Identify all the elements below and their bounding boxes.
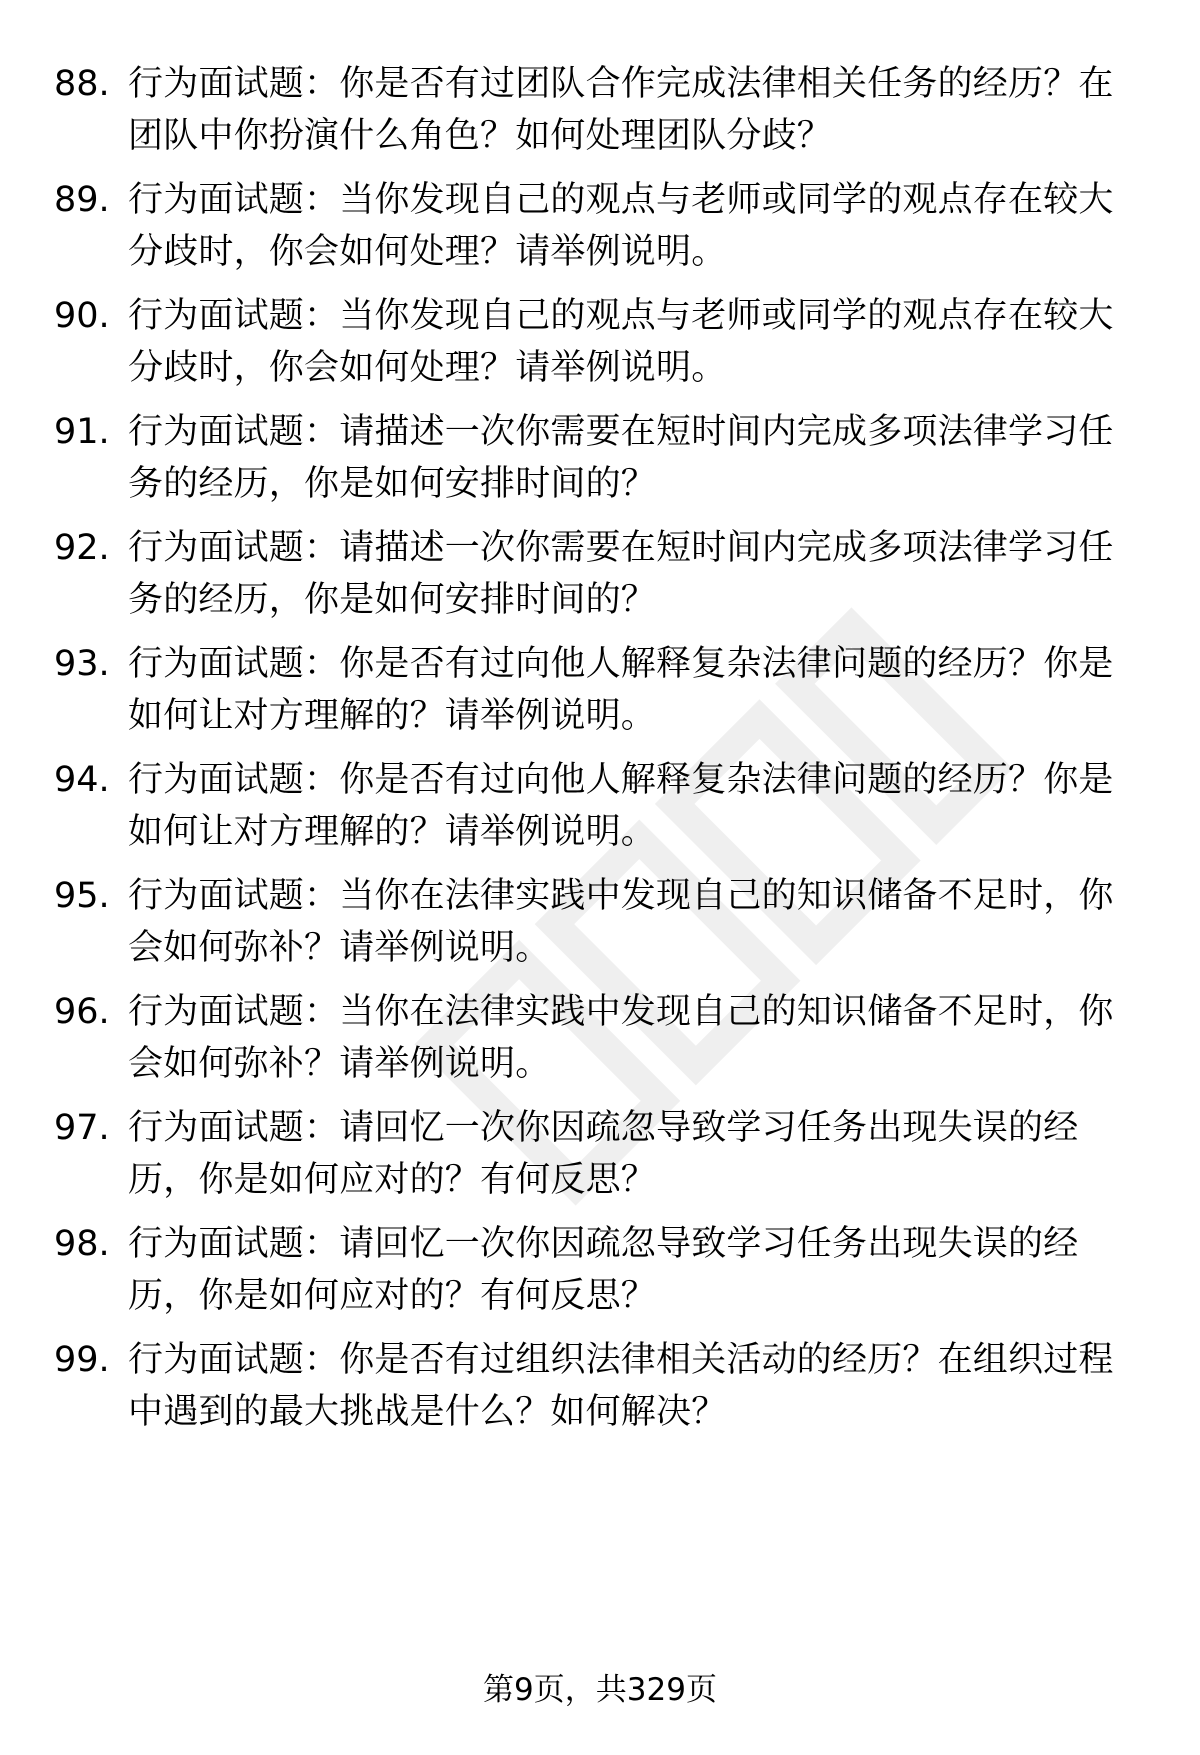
item-number: 89. [54,180,110,220]
item-number: 98. [54,1224,110,1264]
item-text: 行为面试题：当你在法律实践中发现自己的知识储备不足时，你会如何弥补？请举例说明。 [128,876,1114,968]
item-text: 行为面试题：请描述一次你需要在短时间内完成多项法律学习任务的经历，你是如何安排时间的？ [128,412,1114,504]
item-number: 88. [54,64,110,104]
item-text: 行为面试题：你是否有过向他人解释复杂法律问题的经历？你是如何让对方理解的？请举例说明。 [128,760,1114,852]
item-number: 93. [54,644,110,684]
page-footer: 第9页，共329页 [483,1672,717,1708]
item-number: 90. [54,296,110,336]
list-item [0,174,1200,294]
item-text: 行为面试题：你是否有过团队合作完成法律相关任务的经历？在团队中你扮演什么角色？如何处理团队分歧？ [128,64,1114,156]
item-number: 96. [54,992,110,1032]
item-text: 行为面试题：请描述一次你需要在短时间内完成多项法律学习任务的经历，你是如何安排时间的？ [128,528,1114,620]
list-item [0,638,1200,758]
list-item [0,870,1200,990]
list-item [0,754,1200,874]
item-number: 92. [54,528,110,568]
item-number: 95. [54,876,110,916]
list-item [0,986,1200,1106]
list-item [0,1102,1200,1222]
list-item [0,58,1200,178]
list-item [0,522,1200,642]
list-item [0,290,1200,410]
item-text: 行为面试题：当你在法律实践中发现自己的知识储备不足时，你会如何弥补？请举例说明。 [128,992,1114,1084]
item-text: 行为面试题：当你发现自己的观点与老师或同学的观点存在较大分歧时，你会如何处理？请举例说明。 [128,296,1114,388]
item-text: 行为面试题：你是否有过向他人解释复杂法律问题的经历？你是如何让对方理解的？请举例说明。 [128,644,1114,736]
item-text: 行为面试题：请回忆一次你因疏忽导致学习任务出现失误的经历，你是如何应对的？有何反思？ [128,1108,1079,1200]
list-item [0,1218,1200,1338]
item-text: 行为面试题：当你发现自己的观点与老师或同学的观点存在较大分歧时，你会如何处理？请举例说明。 [128,180,1114,272]
list-item [0,1334,1200,1454]
item-number: 94. [54,760,110,800]
item-number: 99. [54,1340,110,1380]
item-text: 行为面试题：请回忆一次你因疏忽导致学习任务出现失误的经历，你是如何应对的？有何反思？ [128,1224,1079,1316]
item-number: 91. [54,412,110,452]
item-number: 97. [54,1108,110,1148]
list-item [0,406,1200,526]
item-text: 行为面试题：你是否有过组织法律相关活动的经历？在组织过程中遇到的最大挑战是什么？如何解决？ [128,1340,1114,1432]
